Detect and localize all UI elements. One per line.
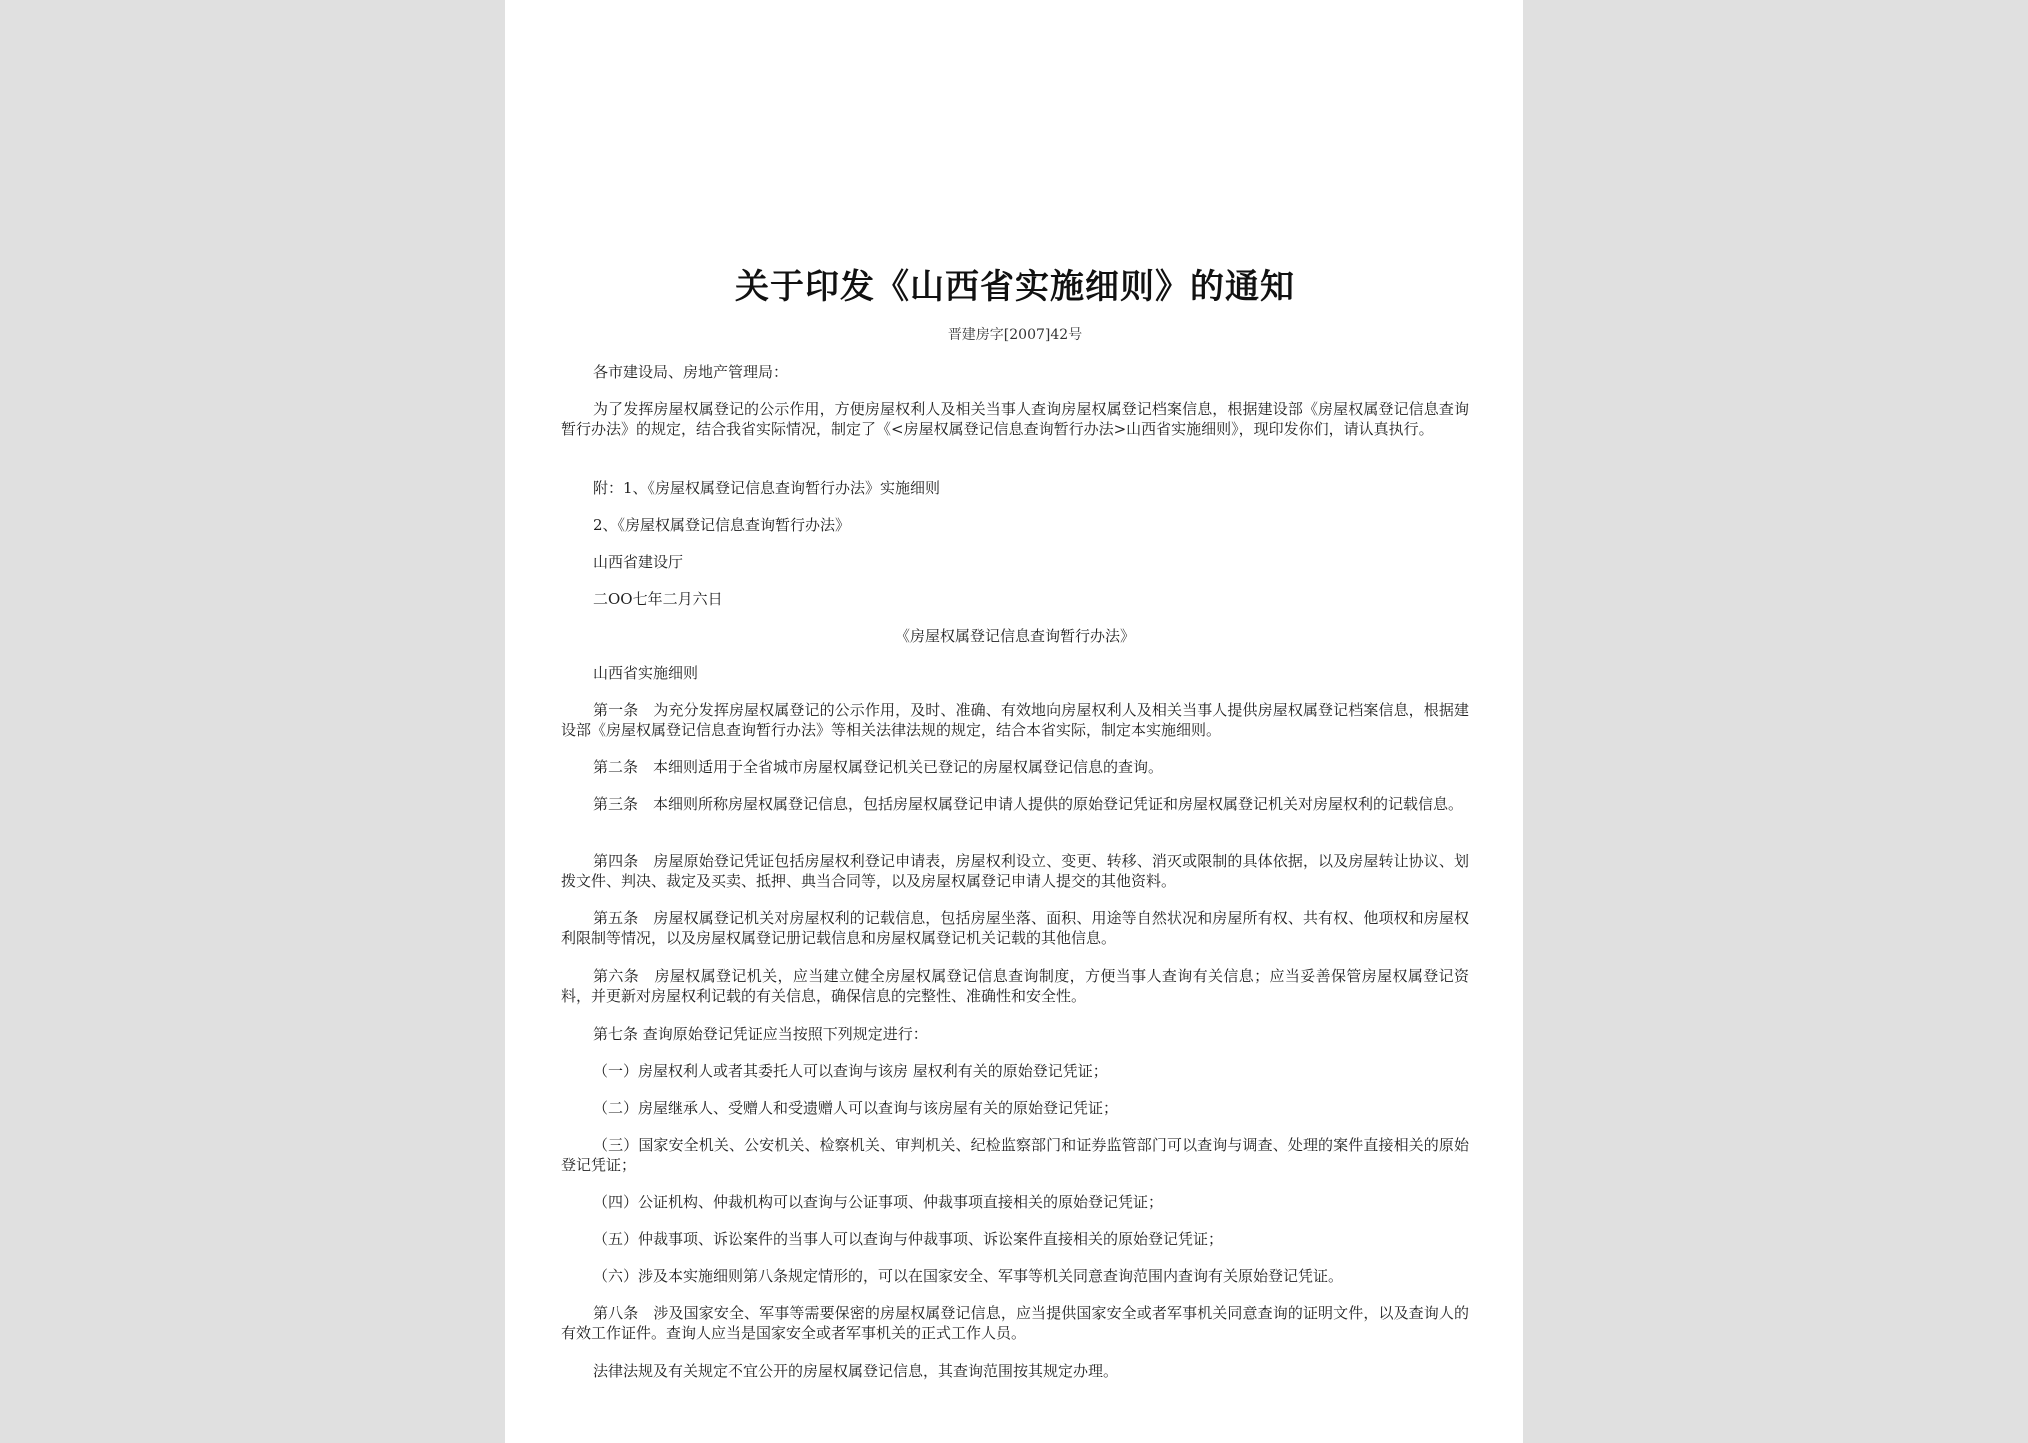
article-5: 第五条 房屋权属登记机关对房屋权利的记载信息，包括房屋坐落、面积、用途等自然状况和房屋所有权、共有权、他项权和房屋权利限制等情况，以及房屋权属登记册记载信息和房屋权属登记机关记载的其他信息。 [561,909,1469,947]
sub-title: 《房屋权属登记信息查询暂行办法》 [894,627,1135,645]
document-title: 关于印发《山西省实施细则》的通知 [735,267,1295,307]
document-number: 晋建房字[2007]42号 [947,327,1083,343]
article-7: 第七条 查询原始登记凭证应当按照下列规定进行： [593,1025,928,1043]
article-7-item-2: （二）房屋继承人、受赠人和受遗赠人可以查询与该房屋有关的原始登记凭证； [593,1099,1119,1117]
intro-paragraph: 为了发挥房屋权属登记的公示作用，方便房屋权利人及相关当事人查询房屋权属登记档案信息，根据建设部《房屋权属登记信息查询暂行办法》的规定，结合我省实际情况，制定了《<房屋权属登记信息查询暂行办法>山西省实施细则》，现印发你们，请认真执行。 [561,400,1469,438]
sub-heading: 山西省实施细则 [593,664,699,682]
issue-date: 二OO七年二月六日 [593,590,723,608]
article-6: 第六条 房屋权属登记机关，应当建立健全房屋权属登记信息查询制度，方便当事人查询有关信息；应当妥善保管房屋权属登记资料，并更新对房屋权利记载的有关信息，确保信息的完整性、准确性和安全性。 [561,967,1469,1005]
article-3: 第三条 本细则所称房屋权属登记信息，包括房屋权属登记申请人提供的原始登记凭证和房屋权属登记机关对房屋权利的记载信息。 [593,795,1464,813]
article-7-item-3: （三）国家安全机关、公安机关、检察机关、审判机关、纪检监察部门和证券监管部门可以查询与调查、处理的案件直接相关的原始登记凭证； [561,1136,1469,1174]
issuer: 山西省建设厅 [593,553,684,571]
article-7-item-6: （六）涉及本实施细则第八条规定情形的，可以在国家安全、军事等机关同意查询范围内查询有关原始登记凭证。 [593,1267,1344,1285]
article-7-item-4: （四）公证机构、仲裁机构可以查询与公证事项、仲裁事项直接相关的原始登记凭证； [593,1193,1164,1211]
article-2: 第二条 本细则适用于全省城市房屋权属登记机关已登记的房屋权属登记信息的查询。 [593,758,1164,776]
attachment-2: 2、《房屋权属登记信息查询暂行办法》 [593,516,851,534]
attachment-1: 附：1、《房屋权属登记信息查询暂行办法》实施细则 [593,479,941,497]
article-7-item-1: （一）房屋权利人或者其委托人可以查询与该房 屋权利有关的原始登记凭证； [593,1062,1108,1080]
salutation: 各市建设局、房地产管理局： [593,363,789,381]
article-1: 第一条 为充分发挥房屋权属登记的公示作用，及时、准确、有效地向房屋权利人及相关当事人提供房屋权属登记档案信息，根据建设部《房屋权属登记信息查询暂行办法》等相关法律法规的规定，结合本省实际，制定本实施细则。 [561,701,1469,739]
article-4: 第四条 房屋原始登记凭证包括房屋权利登记申请表，房屋权利设立、变更、转移、消灭或限制的具体依据，以及房屋转让协议、划拨文件、判决、裁定及买卖、抵押、典当合同等，以及房屋权属登记申请人提交的其他资料。 [561,852,1469,890]
closing-paragraph: 法律法规及有关规定不宜公开的房屋权属登记信息，其查询范围按其规定办理。 [593,1362,1119,1380]
article-7-item-5: （五）仲裁事项、诉讼案件的当事人可以查询与仲裁事项、诉讼案件直接相关的原始登记凭证； [593,1230,1224,1248]
document-page [505,0,1523,1443]
article-8: 第八条 涉及国家安全、军事等需要保密的房屋权属登记信息，应当提供国家安全或者军事机关同意查询的证明文件，以及查询人的有效工作证件。查询人应当是国家安全或者军事机关的正式工作人员。 [561,1304,1469,1342]
